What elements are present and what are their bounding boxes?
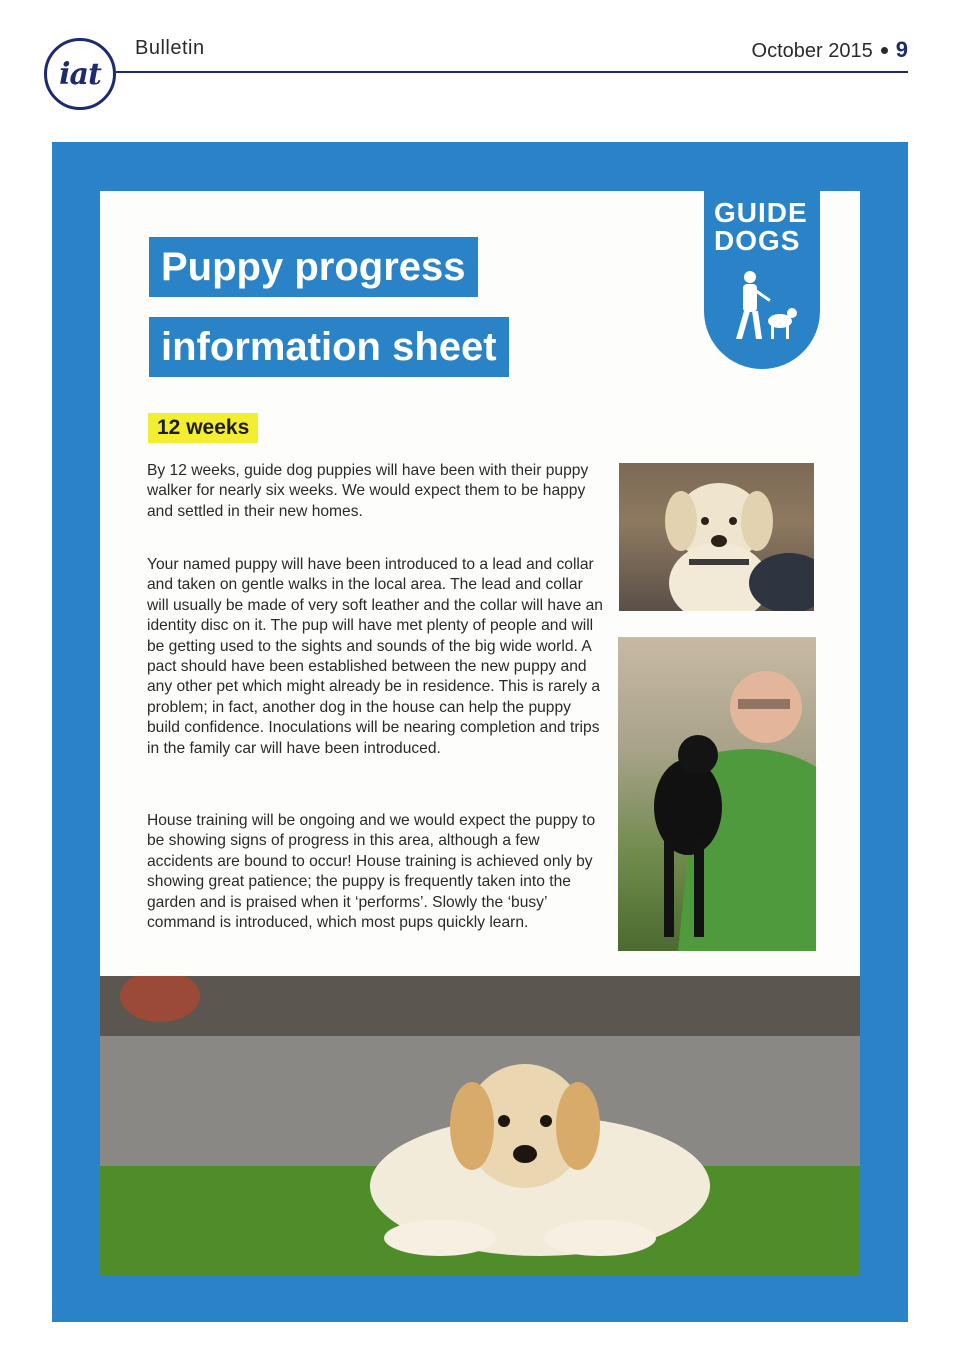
issue-info bbox=[752, 37, 908, 63]
paragraph-intro: By 12 weeks, guide dog puppies will have been with their puppy walker for nearly six weeks. We would expect them to be happy and settled in their new homes. bbox=[147, 462, 589, 520]
bullet-separator bbox=[881, 47, 888, 54]
yellow-puppy-photo bbox=[619, 463, 814, 611]
golden-puppy-on-grass-illustration bbox=[100, 976, 860, 1276]
golden-retriever-puppy-photo bbox=[100, 976, 860, 1276]
man-holding-black-puppy-photo bbox=[618, 637, 816, 951]
sheet-title-line1: Puppy progress bbox=[149, 237, 478, 297]
page-number: 9 bbox=[895, 37, 908, 62]
paragraph-house-training: House training will be ongoing and we would expect the puppy to be showing signs of progress in this area, although a few accidents are bound to occur! House training is achieved only by showing great patience; the puppy is frequently taken into the garden and is praised when it ‘performs’. Slowly the ‘busy’ command is introduced, which most pups quickly learn. bbox=[147, 812, 596, 932]
sheet-title-line2: information sheet bbox=[149, 317, 509, 377]
paragraph-lead-and-collar: Your named puppy will have been introduced to a lead and collar and taken on gentle walks in the local area. The lead and collar will usually be made of very soft leather and the collar will have an identity disc on it. The pup will have met plenty of people and will be getting used to the sights and sounds of the big wide world. A pact should have been established between the new puppy and any other pet which might already be in residence. This is rarely a problem; in fact, another dog in the house can help the puppy build confidence. Inoculations will be nearing completion and trips in the family car will have been introduced. bbox=[147, 556, 603, 757]
guide-dogs-logo-text: GUIDE DOGS bbox=[714, 197, 808, 256]
man-with-black-puppy-illustration bbox=[618, 637, 816, 951]
info-sheet bbox=[100, 191, 860, 1276]
age-badge: 12 weeks bbox=[148, 413, 258, 443]
iat-logo bbox=[44, 38, 116, 110]
guide-dogs-logo bbox=[704, 191, 820, 369]
issue-date: October 2015 bbox=[751, 40, 873, 62]
yellow-puppy-illustration bbox=[619, 463, 814, 611]
publication-name: Bulletin bbox=[135, 37, 205, 59]
header-divider bbox=[116, 71, 908, 73]
logo-text: iat bbox=[59, 56, 101, 92]
person-with-guide-dog-icon bbox=[726, 269, 800, 353]
